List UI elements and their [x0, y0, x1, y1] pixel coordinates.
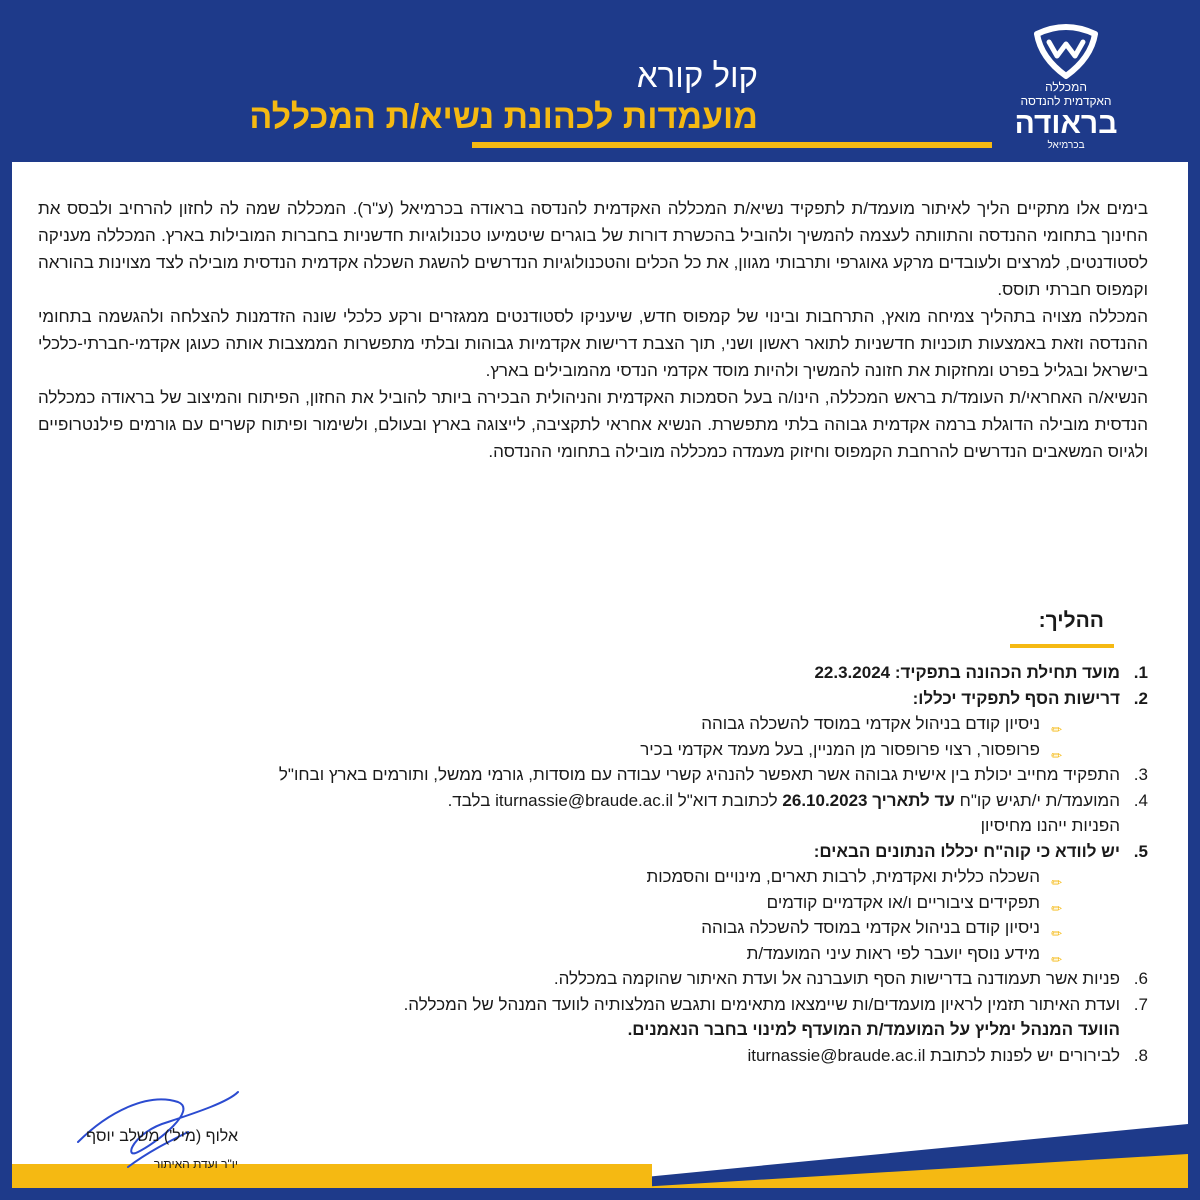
list-item	[38, 762, 1148, 788]
deadline-date: עד לתאריך 26.10.2023	[782, 790, 955, 810]
logo-line-3: בראודה	[1014, 107, 1118, 140]
list-item	[38, 941, 1062, 967]
step-text: לבירורים יש לפנות לכתובת iturnassie@braude.ac.il	[747, 1045, 1120, 1065]
signatory-name: אלוף (מיל') משלב יוסף	[86, 1128, 238, 1145]
list-item	[38, 711, 1062, 737]
step-number: 2.	[1133, 688, 1148, 708]
logo-line-1: המכללה	[1045, 80, 1087, 94]
header-title: מועמדות לכהונת נשיא/ת המכללה	[249, 98, 758, 136]
list-item	[38, 788, 1148, 814]
step-number: 1.	[1133, 663, 1148, 682]
step-note: הפניות ייהנו מחיסיון	[980, 816, 1120, 835]
step-number: 8.	[1133, 1045, 1148, 1065]
bullet-text: ניסיון קודם בניהול אקדמי במוסד להשכלה גבוהה	[701, 714, 1040, 733]
signatory-role: יו"ר ועדת האיתור	[153, 1157, 238, 1171]
intro-paragraph: בימים אלו מתקיים הליך לאיתור מועמד/ת לתפקיד נשיא/ת המכללה האקדמית להנדסה בראודה בכרמיאל (ע"ר). המכללה שמה לה לחזון להרחיב ולבסס את החינוך בתחומי ההנדסה והתוותה לעצמה להמשיך ולהוביל בהכשרת דורות של בוגרים שיטמיעו טכנולוגיות חדשניות בחברות המובילות בארץ. המכללה מעניקה לסטודנטים, למרצים ולעובדים מרקע גאוגרפי ותרבותי מגוון, את כל הכלים והטכנולוגיות הנדרשים להשגת השכלה אקדמית הנדסית מובילה לצד מצוינות בהוראה וקמפוס חברתי תוסס.	[38, 199, 1148, 299]
step-number: 5.	[1133, 841, 1148, 861]
step-text: לכתובת דוא"ל iturnassie@braude.ac.il בלבד.	[447, 790, 783, 810]
logo-line-2: האקדמית להנדסה	[1020, 94, 1112, 108]
list-item	[38, 966, 1148, 992]
bullet-text: ניסיון קודם בניהול אקדמי במוסד להשכלה גבוהה	[701, 918, 1040, 937]
intro-paragraph: המכללה מצויה בתהליך צמיחה מואץ, התרחבות ובינוי של קמפוס חדש, שיעניקו לסטודנטים ממגזרים ורקע כלכלי שונה הזדמנות להצלחה ולהגשמה בתחומי ההנדסה וזאת באמצעות תוכניות חדשניות לתואר ראשון ושני, תוך הצבת דרישות אקדמיות גבוהות ובלתי מתפשרות הממצבות אותה כעוגן אקדמי-חברתי-כלכלי בישראל ובגליל בפרט ומחזקות את חזונה להמשיך ולהיות מוסד אקדמי הנדסי מהמובילים בארץ.	[38, 307, 1148, 380]
pencil-bullet-icon: ✏	[1051, 722, 1062, 737]
pencil-bullet-icon: ✏	[1051, 747, 1062, 763]
step-text: יש לוודא כי קוה"ח יכללו הנתונים הבאים:	[813, 841, 1120, 861]
step-text: ועדת האיתור תזמין לראיון מועמדים/ות שיימצאו מתאימים ותגבש המלצותיה לוועד המנהל של המכללה.	[403, 994, 1120, 1014]
list-item	[38, 737, 1062, 763]
step-number: 6.	[1133, 969, 1148, 988]
bullet-text: תפקידים ציבוריים ו/או אקדמיים קודמים	[766, 892, 1040, 912]
header-subtitle: קול קורא	[636, 57, 758, 94]
procedure-title-underline	[1010, 644, 1114, 648]
crown-shield-logo-icon	[1029, 22, 1103, 80]
list-item	[38, 890, 1062, 916]
list-item	[38, 1043, 1148, 1069]
bullet-text: פרופסור, רצוי פרופסור מן המניין, בעל מעמד אקדמי בכיר	[640, 739, 1040, 759]
step-note: הוועד המנהל ימליץ על המועמד/ת המועדף למינוי בחבר הנאמנים.	[627, 1020, 1120, 1039]
step-number: 7.	[1133, 994, 1148, 1014]
threshold-requirements	[38, 711, 1148, 762]
header-accent-line	[472, 142, 992, 148]
list-item	[38, 839, 1148, 865]
intro-paragraph: הנשיא/ה האחראי/ת העומד/ת בראש המכללה, הינו/ה בעל הסמכות האקדמית והניהולית הבכירה ביותר להוביל את החזון, הפיתוח והמיצוב של בראודה כמכללה הנדסית מובילה הדוגלת ברמה אקדמית גבוהה בלתי מתפשרת. הנשיא אחראי לתקציבה, לייצוגה בארץ ובעולם, ולשימור ופיתוח קשרים עם גורמים פילנטרופיים ולגיוס המשאבים הנדרשים להרחבת הקמפוס וחיזוק מעמדה כמכללה מובילה בתחומי ההנדסה.	[38, 388, 1148, 461]
bullet-text: השכלה כללית ואקדמית, לרבות תארים, מינויים והסמכות	[646, 867, 1040, 886]
step-number: 3.	[1133, 765, 1148, 784]
intro-text	[38, 195, 1148, 465]
list-item	[38, 864, 1062, 890]
procedure-title: ההליך:	[1038, 609, 1104, 632]
pencil-bullet-icon: ✏	[1051, 926, 1062, 941]
step-number: 4.	[1133, 790, 1148, 810]
header-banner	[12, 12, 1188, 162]
procedure-list	[38, 660, 1148, 1068]
pencil-bullet-icon: ✏	[1051, 900, 1062, 916]
step-text: המועמד/ת י/תגיש קו"ח	[954, 790, 1120, 810]
step-text: התפקיד מחייב יכולת בין אישית גבוהה אשר תאפשר להנהיג קשרי עבודה עם מוסדות, גורמי ממשל, ותורמים בארץ ובחו"ל	[278, 765, 1120, 784]
step-text: פניות אשר תעמודנה בדרישות הסף תועברנה אל ועדת האיתור שהוקמה במכללה.	[553, 969, 1120, 988]
list-item	[38, 686, 1148, 712]
pencil-bullet-icon: ✏	[1051, 951, 1062, 967]
bullet-text: מידע נוסף יועבר לפי ראות עיני המועמד/ת	[746, 943, 1040, 963]
list-item	[38, 660, 1148, 686]
step-text: מועד תחילת הכהונה בתפקיד: 22.3.2024	[814, 663, 1120, 682]
list-item	[38, 992, 1148, 1018]
step-text: דרישות הסף לתפקיד יכללו:	[912, 688, 1120, 708]
cv-requirements	[38, 864, 1148, 966]
list-item	[38, 915, 1062, 941]
college-logo	[1006, 22, 1126, 152]
pencil-bullet-icon: ✏	[1051, 875, 1062, 890]
document-page	[12, 12, 1188, 1188]
logo-line-4: בכרמיאל	[1047, 140, 1085, 151]
